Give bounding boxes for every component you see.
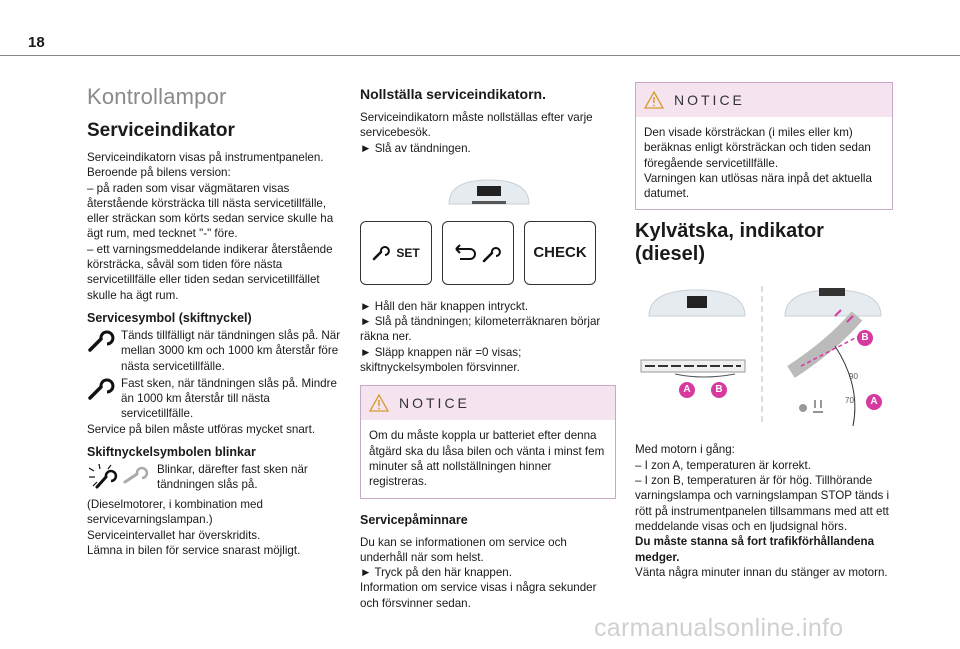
reset-steps: ► Håll den här knappen intryckt. ► Slå på tändningen; kilometerräknaren börjar räkna ner. ► Släpp knappen när =0 visas; skiftnyckelsymbolen försvinner. — [360, 299, 601, 375]
blinking-wrench-icon — [87, 462, 153, 497]
gauge-tick-90: 90 — [849, 372, 858, 382]
column-2 — [360, 82, 616, 611]
coolant-body: Med motorn i gång: – I zon A, temperaturen är korrekt. – I zon B, temperaturen är för hög. Tillhörande varningslampa och varningslampan STOP tänds i rött på instrumentpanelen tillsammans med att ett meddelande visas och en ljudsignal hörs. Du måste stanna så fort trafikförhållandena medger. Vänta några minuter innan du stänger av motorn. — [635, 442, 893, 580]
wrench-note: Service på bilen måste utföras mycket snart. — [87, 422, 316, 436]
page-number: 18 — [28, 34, 45, 51]
return-wrench-button[interactable] — [442, 221, 514, 285]
wrench-icon — [87, 328, 117, 374]
coolant-gauge-illustration — [635, 276, 893, 434]
notice-header: NOTICE — [636, 83, 892, 117]
zone-b-marker: B — [711, 382, 727, 398]
notice-box — [360, 385, 616, 498]
warning-triangle-icon — [644, 91, 664, 109]
zone-a-marker: A — [679, 382, 695, 398]
wrench-icon — [87, 376, 117, 422]
reminder-text: Du kan se informationen om service och underhåll när som helst. ► Tryck på den här knappen. Information om service visas i några sekunder och försvinner sedan. — [360, 535, 597, 610]
wrench-icon — [372, 245, 392, 261]
notice-box — [635, 82, 893, 210]
top-divider — [0, 55, 960, 56]
return-arrow-icon — [452, 241, 504, 265]
reminder-heading: Servicepåminnare — [360, 512, 468, 527]
blink-item: Blinkar, därefter fast sken när tändningen slås på. — [87, 462, 345, 497]
blink-heading: Skiftnyckelsymbolen blinkar — [87, 445, 256, 460]
warning-triangle-icon — [369, 394, 389, 412]
column-1 — [87, 82, 345, 558]
chapter-title: Kontrollampor — [87, 84, 227, 109]
button-panel — [360, 221, 616, 285]
column-3 — [635, 82, 893, 580]
notice-text: Den visade körsträckan (i miles eller km) beräknas enligt körsträckan och tiden sedan föregående servicetillfälle. Varningen kan utlösas nära inpå det aktuella datumet. — [644, 126, 872, 201]
section-title: Serviceindikator — [87, 120, 235, 141]
intro-paragraph: Serviceindikatorn visas på instrumentpanelen. Beroende på bilens version: – på raden som visar vägmätaren visas återstående körsträcka till nästa servicetillfälle, eller sträckan som körts sedan service skulle ha ägt rum, med tecknet "-" före. – ett varningsmeddelande indikerar återstående körsträcka, såväl som tiden före nästa servicetillfälle eller tiden sedan servicetillfället skulle ha ägt rum. — [87, 151, 334, 302]
reset-intro: Serviceindikatorn måste nollställas efter varje servicebesök. ► Slå av tändningen. — [360, 111, 593, 155]
notice-header: NOTICE — [361, 386, 615, 420]
dashboard-illustration — [444, 174, 616, 215]
check-button[interactable]: CHECK — [524, 221, 596, 285]
notice-text: Om du måste koppla ur batteriet efter denna åtgärd ska du låsa bilen och vänta i minst fem minuter så att nollställningen hinner registreras. — [369, 429, 605, 489]
set-button[interactable]: SET — [360, 221, 432, 285]
watermark: carmanualsonline.info — [594, 614, 844, 642]
stop-warning: Du måste stanna så fort trafikförhållandena medger. — [635, 535, 875, 564]
zone-a-marker: A — [866, 394, 882, 410]
wrench-heading: Servicesymbol (skiftnyckel) — [87, 310, 252, 325]
reset-heading: Nollställa serviceindikatorn. — [360, 86, 546, 102]
wrench-item-1: Tänds tillfälligt när tändningen slås på. När mellan 3000 km och 1000 km återstår före nästa servicetillfälle. — [87, 328, 345, 374]
zone-b-marker: B — [857, 330, 873, 346]
wrench-item-2: Fast sken, när tändningen slås på. Mindre än 1000 km återstår till nästa servicetillfälle. — [87, 376, 345, 422]
gauge-tick-70: 70 — [845, 396, 854, 406]
blink-note: (Dieselmotorer, i kombination med servicevarningslampan.) Serviceintervallet har överskridits. Lämna in bilen för service snarast möjligt. — [87, 498, 301, 557]
coolant-heading: Kylvätska, indikator (diesel) — [635, 220, 824, 266]
